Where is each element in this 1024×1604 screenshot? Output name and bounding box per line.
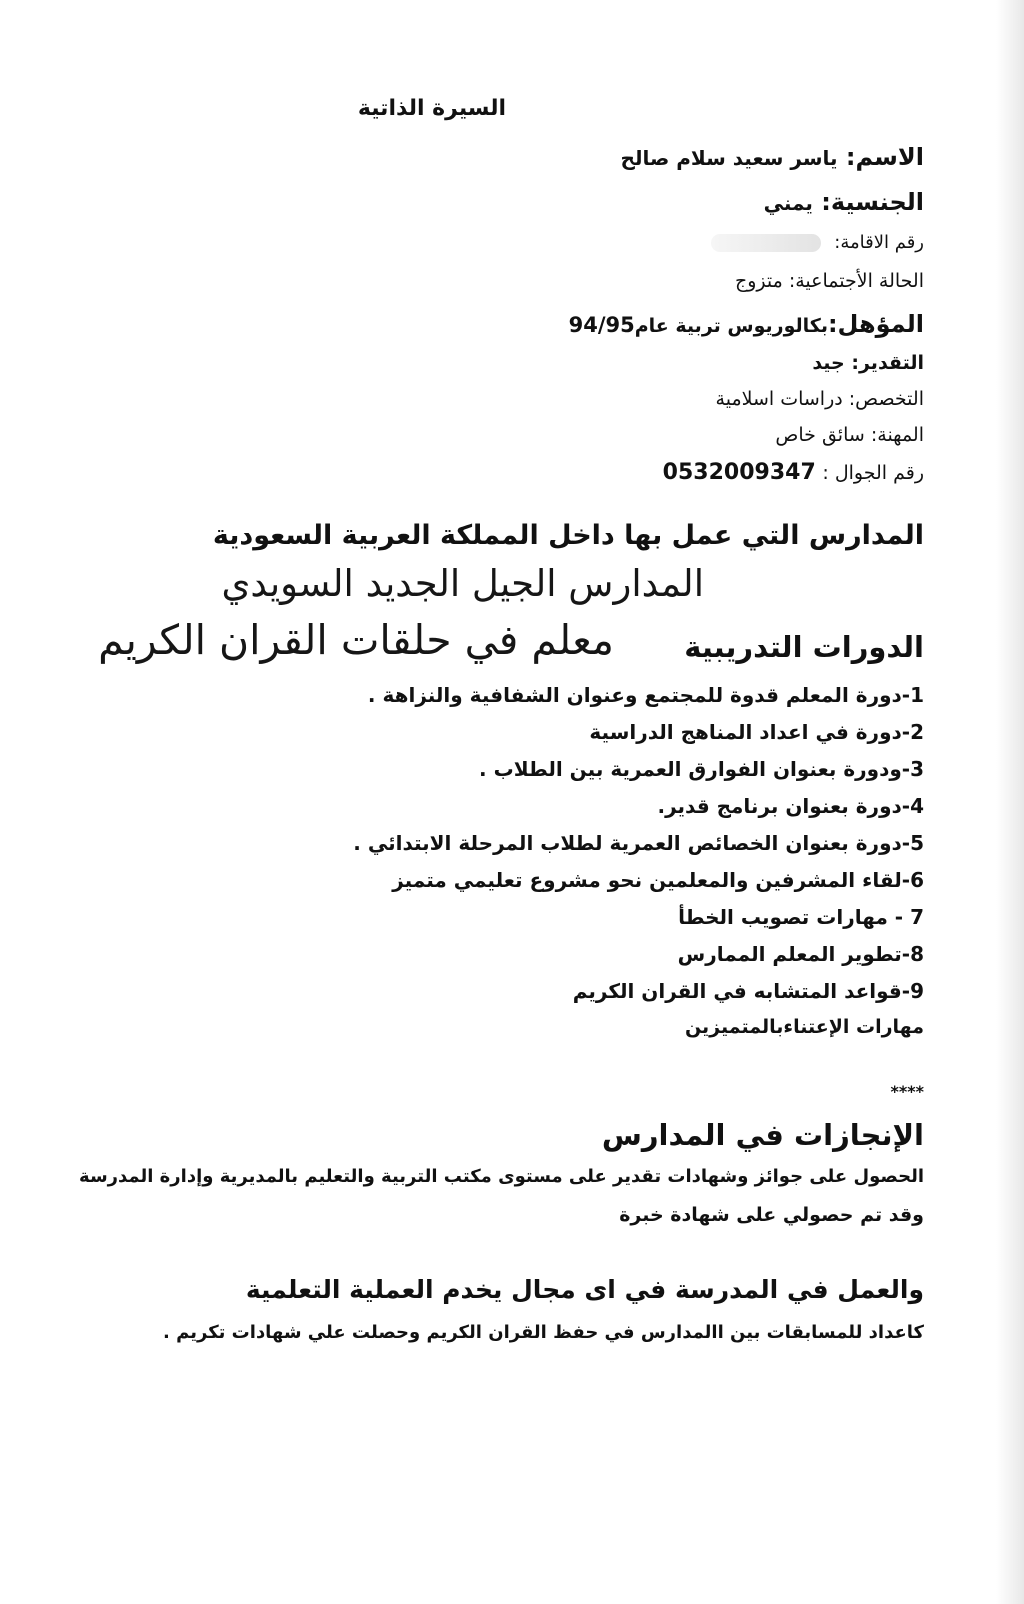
qualification-row	[569, 310, 924, 338]
separator-stars: ****	[890, 1082, 924, 1101]
course-item: 2-دورة في اعداد المناهج الدراسية	[589, 720, 924, 744]
mobile-label: رقم الجوال :	[822, 462, 924, 484]
course-item: 4-دورة بعنوان برنامج قدير.	[657, 794, 924, 818]
marital-row	[735, 270, 924, 292]
job-value: سائق خاص	[775, 424, 865, 446]
residence-redaction	[711, 234, 821, 252]
course-item: 9-قواعد المتشابه في القران الكريم	[572, 979, 924, 1003]
nationality-label: الجنسية:	[821, 188, 924, 216]
qualification-year: 94/95	[568, 313, 635, 337]
schools-heading: المدارس التي عمل بها داخل المملكة العربية السعودية	[212, 520, 924, 551]
work-heading: والعمل في المدرسة في اى مجال يخدم العملية التعلمية	[245, 1275, 924, 1304]
marital-label: الحالة الأجتماعية:	[788, 270, 924, 292]
course-item: 1-دورة المعلم قدوة للمجتمع وعنوان الشفافية والنزاهة .	[367, 683, 924, 707]
course-item: مهارات الإعتناءبالمتميزين	[684, 1016, 924, 1038]
residence-label: رقم الاقامة:	[834, 232, 924, 253]
qualification-label: المؤهل:	[827, 310, 924, 338]
mobile-row	[663, 460, 924, 485]
nationality-row	[764, 188, 924, 216]
grade-row	[812, 352, 924, 374]
specialty-value: دراسات اسلامية	[715, 388, 843, 410]
specialty-row	[716, 388, 924, 410]
course-item: 8-تطوير المعلم الممارس	[677, 942, 924, 966]
page-title: السيرة الذاتية	[357, 96, 506, 121]
mobile-value: 0532009347	[662, 460, 816, 485]
handwritten-role: معلم في حلقات القران الكريم	[98, 616, 614, 664]
work-line: كاعداد للمسابقات بين االمدارس في حفظ القران الكريم وحصلت علي شهادات تكريم .	[163, 1322, 924, 1343]
name-row	[621, 143, 924, 171]
course-item: 3-ودورة بعنوان الفوارق العمرية بين الطلاب .	[479, 757, 924, 781]
course-item: 7 - مهارات تصويب الخطأ	[678, 905, 924, 929]
achievements-heading: الإنجازات في المدارس	[601, 1118, 924, 1152]
job-label: المهنة:	[870, 424, 924, 446]
nationality-value: يمني	[763, 191, 813, 215]
course-item: 5-دورة بعنوان الخصائص العمرية لطلاب المرحلة الابتدائي .	[353, 831, 924, 855]
residence-row	[711, 232, 924, 253]
achievements-line-1: الحصول على جوائز وشهادات تقدير على مستوى مكتب التربية والتعليم بالمديرية وإدارة المدرسة	[79, 1166, 924, 1187]
qualification-value: بكالوريوس تربية عام	[634, 315, 828, 337]
job-row	[775, 424, 924, 446]
name-label: الاسم:	[845, 143, 924, 171]
page-edge-shadow	[996, 0, 1024, 1604]
grade-value: جيد	[812, 352, 845, 374]
grade-label: التقدير:	[851, 352, 924, 374]
courses-heading: الدورات التدريبية	[684, 630, 924, 664]
specialty-label: التخصص:	[848, 388, 924, 410]
achievements-line-2: وقد تم حصولي على شهادة خبرة	[619, 1204, 924, 1226]
name-value: ياسر سعيد سلام صالح	[620, 146, 838, 170]
handwritten-school-name: المدارس الجيل الجديد السويدي	[221, 562, 704, 605]
course-item: 6-لقاء المشرفين والمعلمين نحو مشروع تعليمي متميز	[392, 868, 924, 892]
marital-value: متزوج	[734, 270, 783, 292]
